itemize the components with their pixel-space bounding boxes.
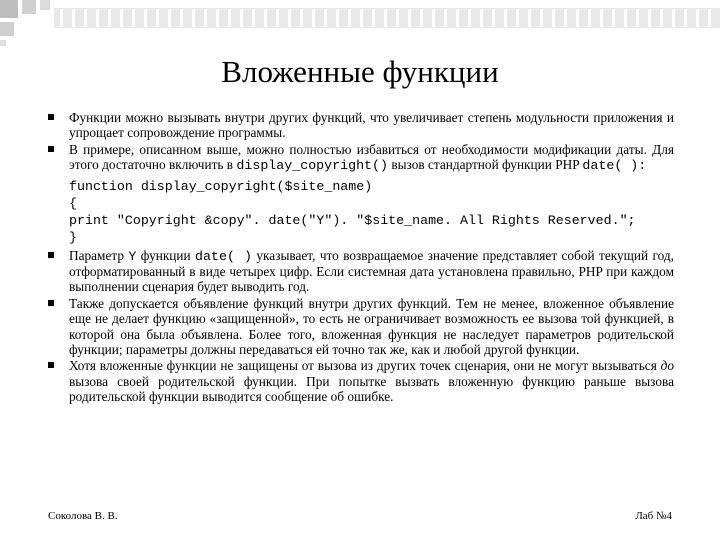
inline-code: date( ) xyxy=(195,248,252,264)
bullet-icon xyxy=(48,114,54,120)
code-line: { xyxy=(69,195,77,211)
item-text: В примере, описанном выше, можно полностью избавиться от необходимости модификации даты. Для этого достаточно включить в xyxy=(69,141,674,173)
bullet-icon xyxy=(48,362,54,368)
item-text: Также допускается объявление функций внутри других функций. Тем не менее, вложенное объявление еще не делает функцию «защищенной», то есть не ограничивает возможность ее вызова той функцией, в которой она была объявлена. Более того, вложенная функция не наследует параметров родительской функции; параметры должны передаваться ей точно так же, как и любой другой функции. xyxy=(69,295,674,358)
bullet-item-2 xyxy=(48,142,674,174)
code-block xyxy=(48,178,674,246)
inline-code: date( ): xyxy=(582,158,647,174)
code-line: function display_copyright($site_name) xyxy=(69,178,373,194)
footer-author: Соколова В. В. xyxy=(48,510,118,522)
bullet-item-1 xyxy=(48,110,674,141)
item-text: Параметр xyxy=(69,247,129,263)
code-line: print "Copyright &copy". date("Y"). "$site_name. All Rights Reserved."; xyxy=(69,212,636,228)
emphasis-text: до xyxy=(660,358,674,374)
corner-decoration xyxy=(0,0,720,48)
bullet-icon xyxy=(48,300,54,306)
item-text: указывает, что возвращаемое значение представляет собой текущий год, отформатированный в виде четырех цифр. Если системная дата установлена правильно, PHP при каждом выполнении сценария будет выводить год. xyxy=(69,247,674,295)
item-text: вызов стандартной функции PHP xyxy=(388,157,583,173)
bullet-item-5 xyxy=(48,358,674,404)
item-text: вызова своей родительской функции. При попытке вызвать вложенную функцию раньше вызова родительской функции выводится сообщение об ошибке. xyxy=(69,373,674,405)
bullet-item-3 xyxy=(48,248,674,295)
item-text: функции xyxy=(136,247,196,263)
bullet-item-4 xyxy=(48,296,674,358)
bullet-icon xyxy=(48,252,54,258)
inline-code: display_copyright() xyxy=(236,158,388,174)
slide-title: Вложенные функции xyxy=(221,54,499,89)
item-text: Хотя вложенные функции не защищены от вызова из других точек сценария, они не могут вызываться xyxy=(69,358,661,374)
code-line: } xyxy=(69,229,77,245)
slide-content xyxy=(48,110,674,406)
bullet-icon xyxy=(48,146,54,152)
item-text: Функции можно вызывать внутри других функций, что увеличивает степень модульности приложения и упрощает сопровождение программы. xyxy=(69,110,674,141)
inline-code: Y xyxy=(128,248,137,264)
footer-lab: Лаб №4 xyxy=(635,510,672,522)
